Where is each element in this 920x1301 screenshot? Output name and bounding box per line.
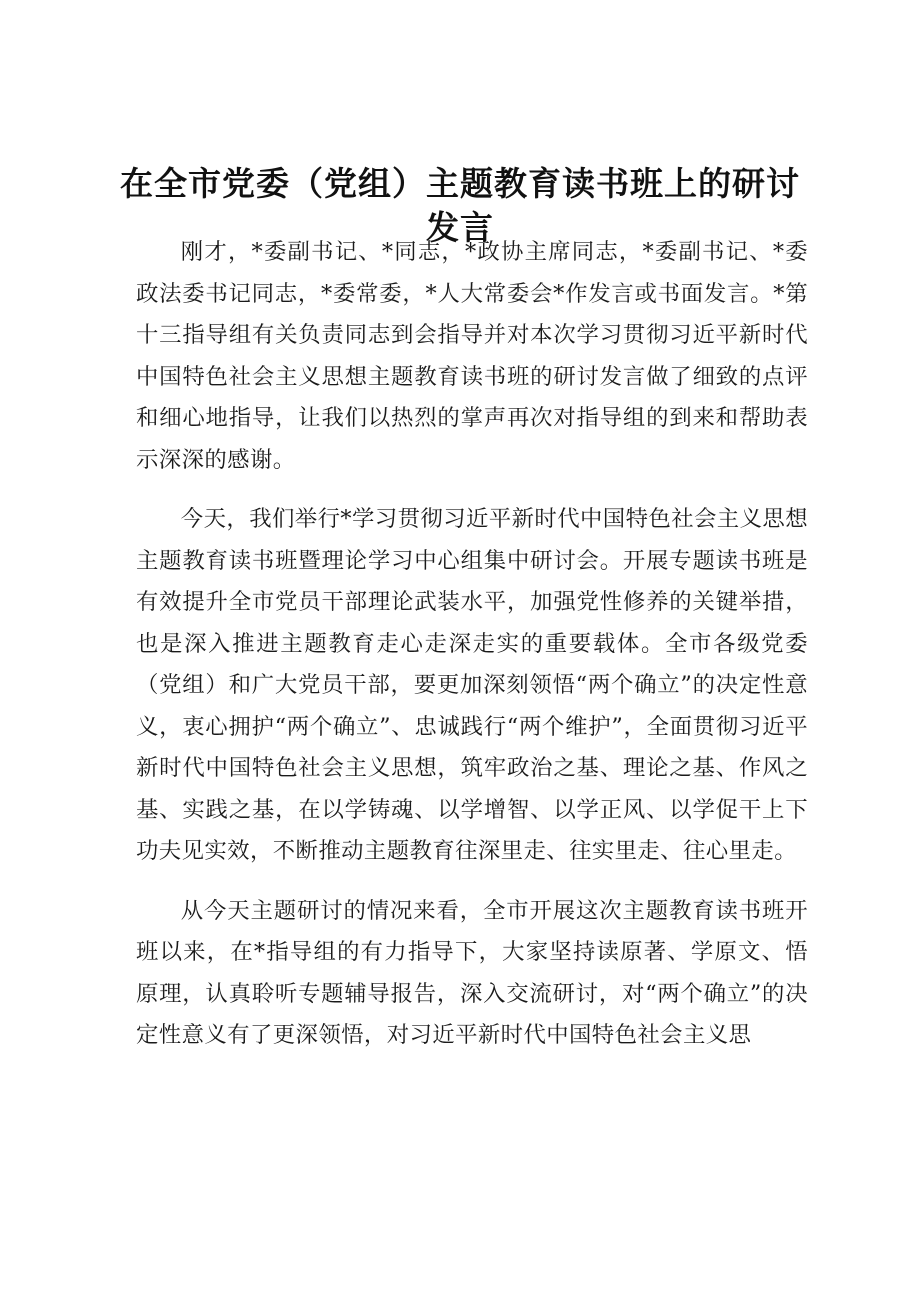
document-title: 在全市党委（党组）主题教育读书班上的研讨发言 (120, 164, 800, 247)
paragraph-3: 从今天主题研讨的情况来看，全市开展这次主题教育读书班开班以来，在*指导组的有力指导下，大家坚持读原著、学原文、悟原理，认真聆听专题辅导报告，深入交流研讨，对“两个确立”的决定性意义有了更深领悟，对习近平新时代中国特色社会主义思 (136, 897, 808, 1048)
paragraph-1: 刚才，*委副书记、*同志，*政协主席同志，*委副书记、*委政法委书记同志，*委常委，*人大常委会*作发言或书面发言。*第十三指导组有关负责同志到会指导并对本次学习贯彻习近平新时代中国特色社会主义思想主题教育读书班的研讨发言做了细致的点评和细心地指导，让我们以热烈的掌声再次对指导组的到来和帮助表示深深的感谢。 (136, 239, 808, 473)
paragraph-2: 今天，我们举行*学习贯彻习近平新时代中国特色社会主义思想主题教育读书班暨理论学习中心组集中研讨会。开展专题读书班是有效提升全市党员干部理论武装水平，加强党性修养的关键举措，也是深入推进主题教育走心走深走实的重要载体。全市各级党委（党组）和广大党员干部，要更加深刻领悟“两个确立”的决定性意义，衷心拥护“两个确立”、忠诚践行“两个维护”，全面贯彻习近平新时代中国特色社会主义思想，筑牢政治之基、理论之基、作风之基、实践之基，在以学铸魂、以学增智、以学正风、以学促干上下功夫见实效，不断推动主题教育往深里走、往实里走、往心里走。 (136, 506, 808, 864)
document-body (136, 232, 808, 1075)
